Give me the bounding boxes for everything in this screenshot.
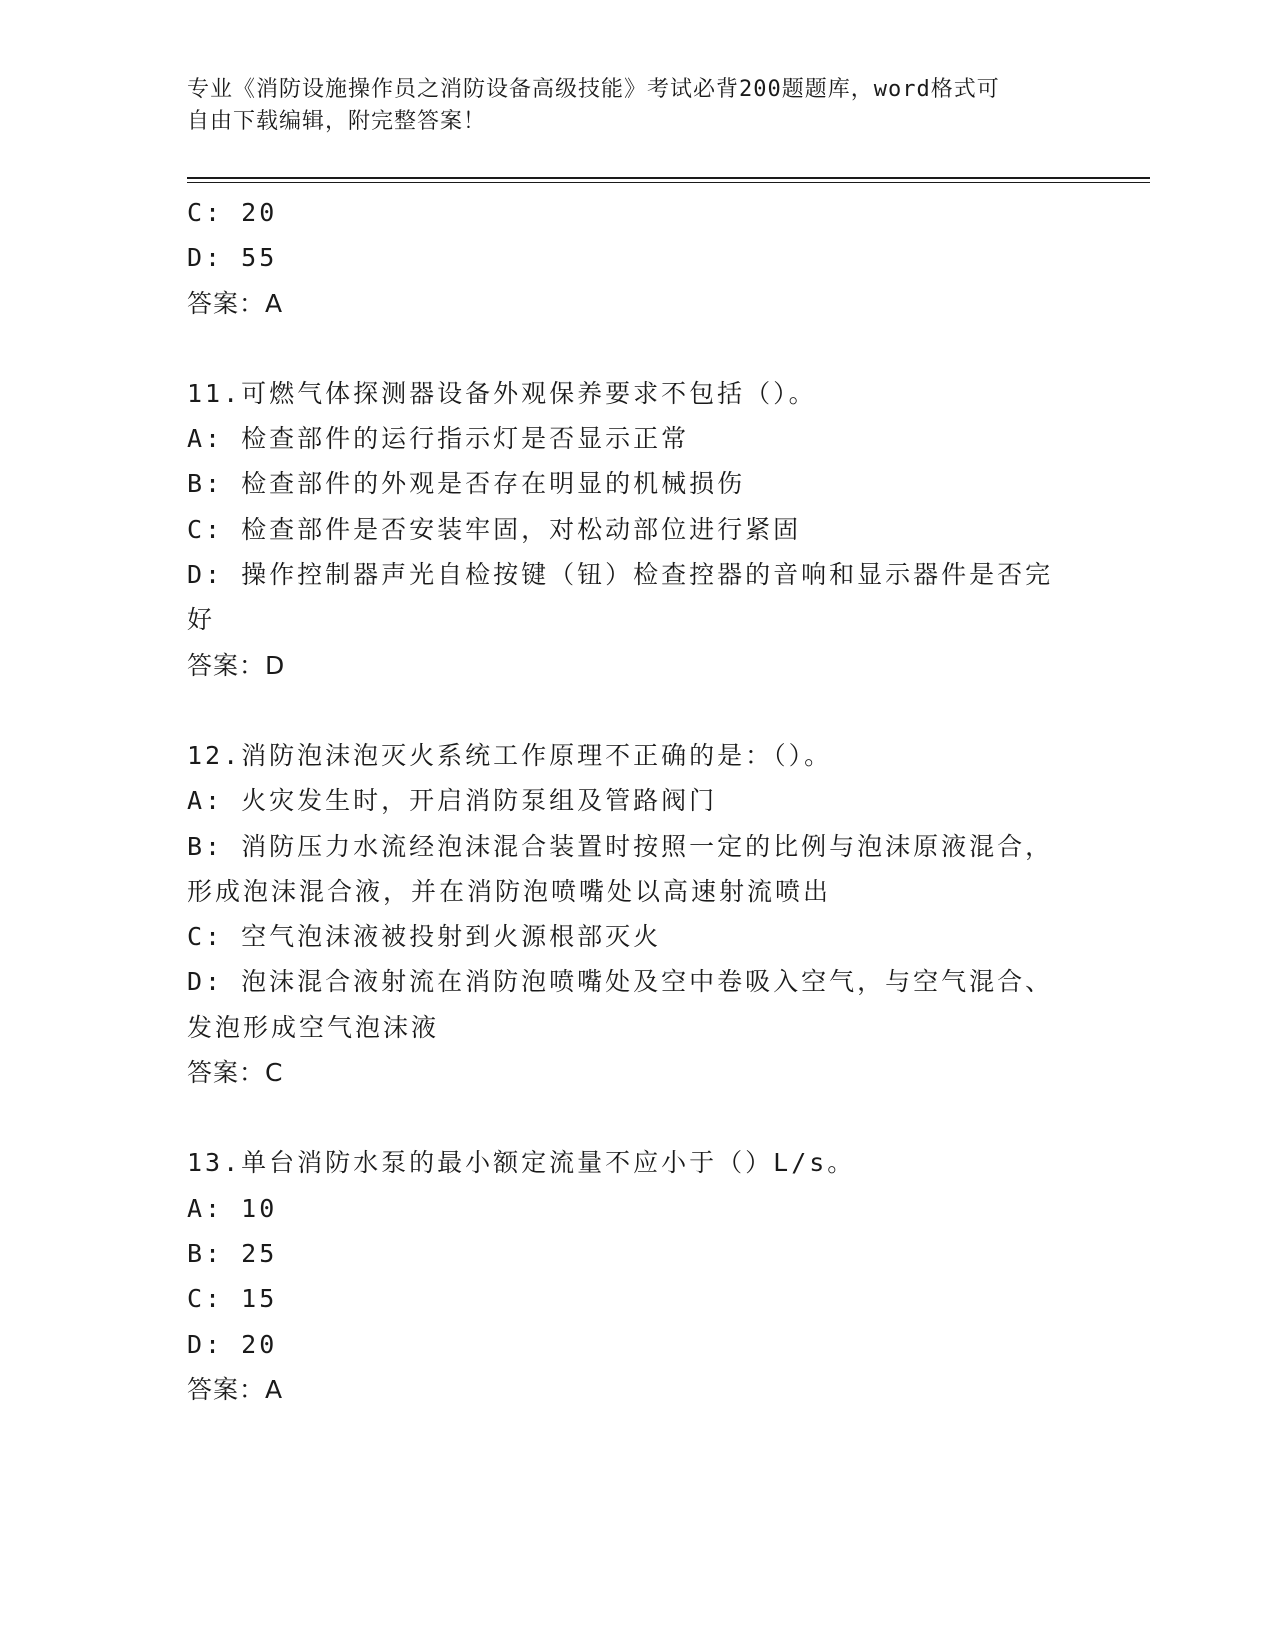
option-d: D: 泡沫混合液射流在消防泡喷嘴处及空中卷吸入空气，与空气混合、: [187, 967, 1054, 997]
previous-question-tail: [187, 190, 1087, 326]
answer-line: 答案：D: [187, 650, 286, 680]
header-divider-thick: [187, 177, 1150, 179]
answer-line: 答案：C: [187, 1058, 284, 1088]
option-b: B: 消防压力水流经泡沫混合装置时按照一定的比例与泡沫原液混合，: [187, 831, 1054, 861]
option-c: C: 15: [187, 1284, 278, 1314]
option-b-continuation: 形成泡沫混合液，并在消防泡喷嘴处以高速射流喷出: [187, 876, 832, 906]
option-b: B: 检查部件的外观是否存在明显的机械损伤: [187, 469, 746, 499]
option-d: D: 55: [187, 243, 278, 273]
header-line-2: 自由下载编辑，附完整答案！: [187, 109, 487, 134]
option-c: C: 检查部件是否安装牢固，对松动部位进行紧固: [187, 514, 802, 544]
question-stem: 11.可燃气体探测器设备外观保养要求不包括（）。: [187, 378, 817, 408]
option-d: D: 操作控制器声光自检按键（钮）检查控器的音响和显示器件是否完: [187, 560, 1054, 590]
option-d-continuation: 发泡形成空气泡沫液: [187, 1012, 440, 1042]
question-11: [187, 371, 1087, 688]
header-divider-thin: [187, 182, 1150, 183]
spacer: [187, 326, 1087, 371]
question-stem: 13.单台消防水泵的最小额定流量不应小于（）L/s。: [187, 1148, 856, 1178]
option-b: B: 25: [187, 1238, 278, 1268]
option-a: A: 火灾发生时，开启消防泵组及管路阀门: [187, 786, 718, 816]
question-13: [187, 1140, 1087, 1412]
option-a: A: 10: [187, 1193, 278, 1223]
header-line-1: 专业《消防设施操作员之消防设备高级技能》考试必背200题题库，word格式可: [187, 77, 1000, 102]
option-a: A: 检查部件的运行指示灯是否显示正常: [187, 424, 690, 454]
spacer: [187, 1095, 1087, 1140]
document-header: [187, 74, 1067, 138]
option-d-continuation: 好: [187, 605, 216, 635]
option-c: C: 20: [187, 198, 278, 227]
answer-line: 答案：A: [187, 288, 284, 318]
question-12: [187, 733, 1087, 1095]
question-list: [187, 190, 1087, 1412]
option-d: D: 20: [187, 1329, 278, 1359]
spacer: [187, 688, 1087, 733]
question-stem: 12.消防泡沫泡灭火系统工作原理不正确的是：（）。: [187, 740, 833, 770]
answer-line: 答案：A: [187, 1374, 284, 1404]
option-c: C: 空气泡沫液被投射到火源根部灭火: [187, 922, 662, 952]
